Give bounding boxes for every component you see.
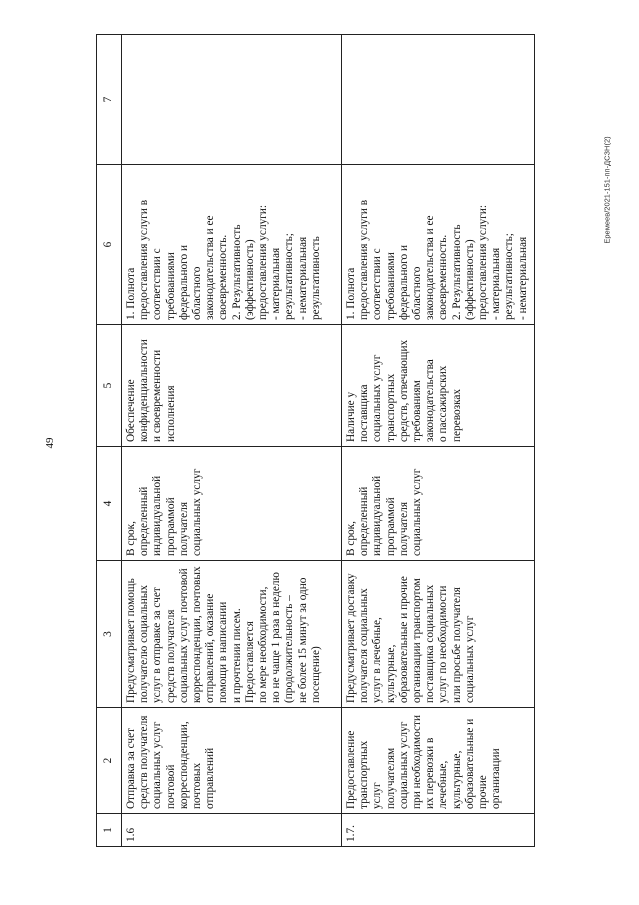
service-name-cell: Предоставление транспортных услуг получателям социальных услуг при необходимости их перевозки в лечебные, культурные, образовательные и прочие организации [342,708,535,814]
quality-indicators-cell: 1. Полнота предоставления услуги в соответствии с требованиями федерального и областного законодательства и ее своевременность. 2. Результативность (эффективность) предоставления услуги: - материальная результативность; - нематериальная [342,165,535,325]
service-term-cell: В срок, определенный индивидуальной программой получателя социальных услуг [342,447,535,561]
column-7-cell [342,35,535,165]
footer-code-text: Еремеев/2021-151-пп-ДСЗН(2) [602,136,612,244]
table-row [122,35,342,847]
row-number-cell: 1.6 [122,814,342,847]
service-conditions-cell: Наличие у поставщика социальных услуг транспортных средств, отвечающих требованиям законодательства о пассажирских перевозках [342,325,535,447]
service-description-cell: Предусматривает доставку получателя социальных услуг в лечебные, культурные, образовательные и прочие организации транспортом поставщика социальных услуг по необходимости или просьбе получателя социальных услуг [342,561,535,708]
service-conditions-cell: Обеспечение конфиденциальности и своевременности исполнения [122,325,342,447]
header-cell: 1 [97,814,122,847]
header-cell: 2 [97,708,122,814]
rotated-table-container [96,35,535,847]
service-term-cell: В срок, определенный индивидуальной программой получателя социальных услуг [122,447,342,561]
header-cell: 4 [97,447,122,561]
page-number-text: 49 [44,437,56,449]
table-row [342,35,535,847]
quality-indicators-cell: 1. Полнота предоставления услуги в соответствии с требованиями федерального и областного законодательства и ее своевременность. 2. Результативность (эффективность) предоставления услуги: - материальная результативность; - нематериальная результативность [122,165,342,325]
header-cell: 7 [97,35,122,165]
header-cell: 3 [97,561,122,708]
header-cell: 6 [97,165,122,325]
header-cell: 5 [97,325,122,447]
service-description-cell: Предусматривает помощь получателю социальных услуг в отправке за счет средств получателя социальных услуг почтовой корреспонденции, почтовых отправлений, оказание помощи в написании и прочтении писем. Предоставляется по мере необходимости, но не чаще 1 раза в неделю (продолжительность – не более 15 минут за одно посещение) [122,561,342,708]
row-number-cell: 1.7. [342,814,535,847]
document-footer-code [600,110,614,270]
service-name-cell: Отправка за счет средств получателя социальных услуг почтовой корреспонденции, почтовых отправлений [122,708,342,814]
page-number [43,428,57,458]
header-row [97,35,122,847]
column-7-cell [122,35,342,165]
services-table [96,34,535,847]
